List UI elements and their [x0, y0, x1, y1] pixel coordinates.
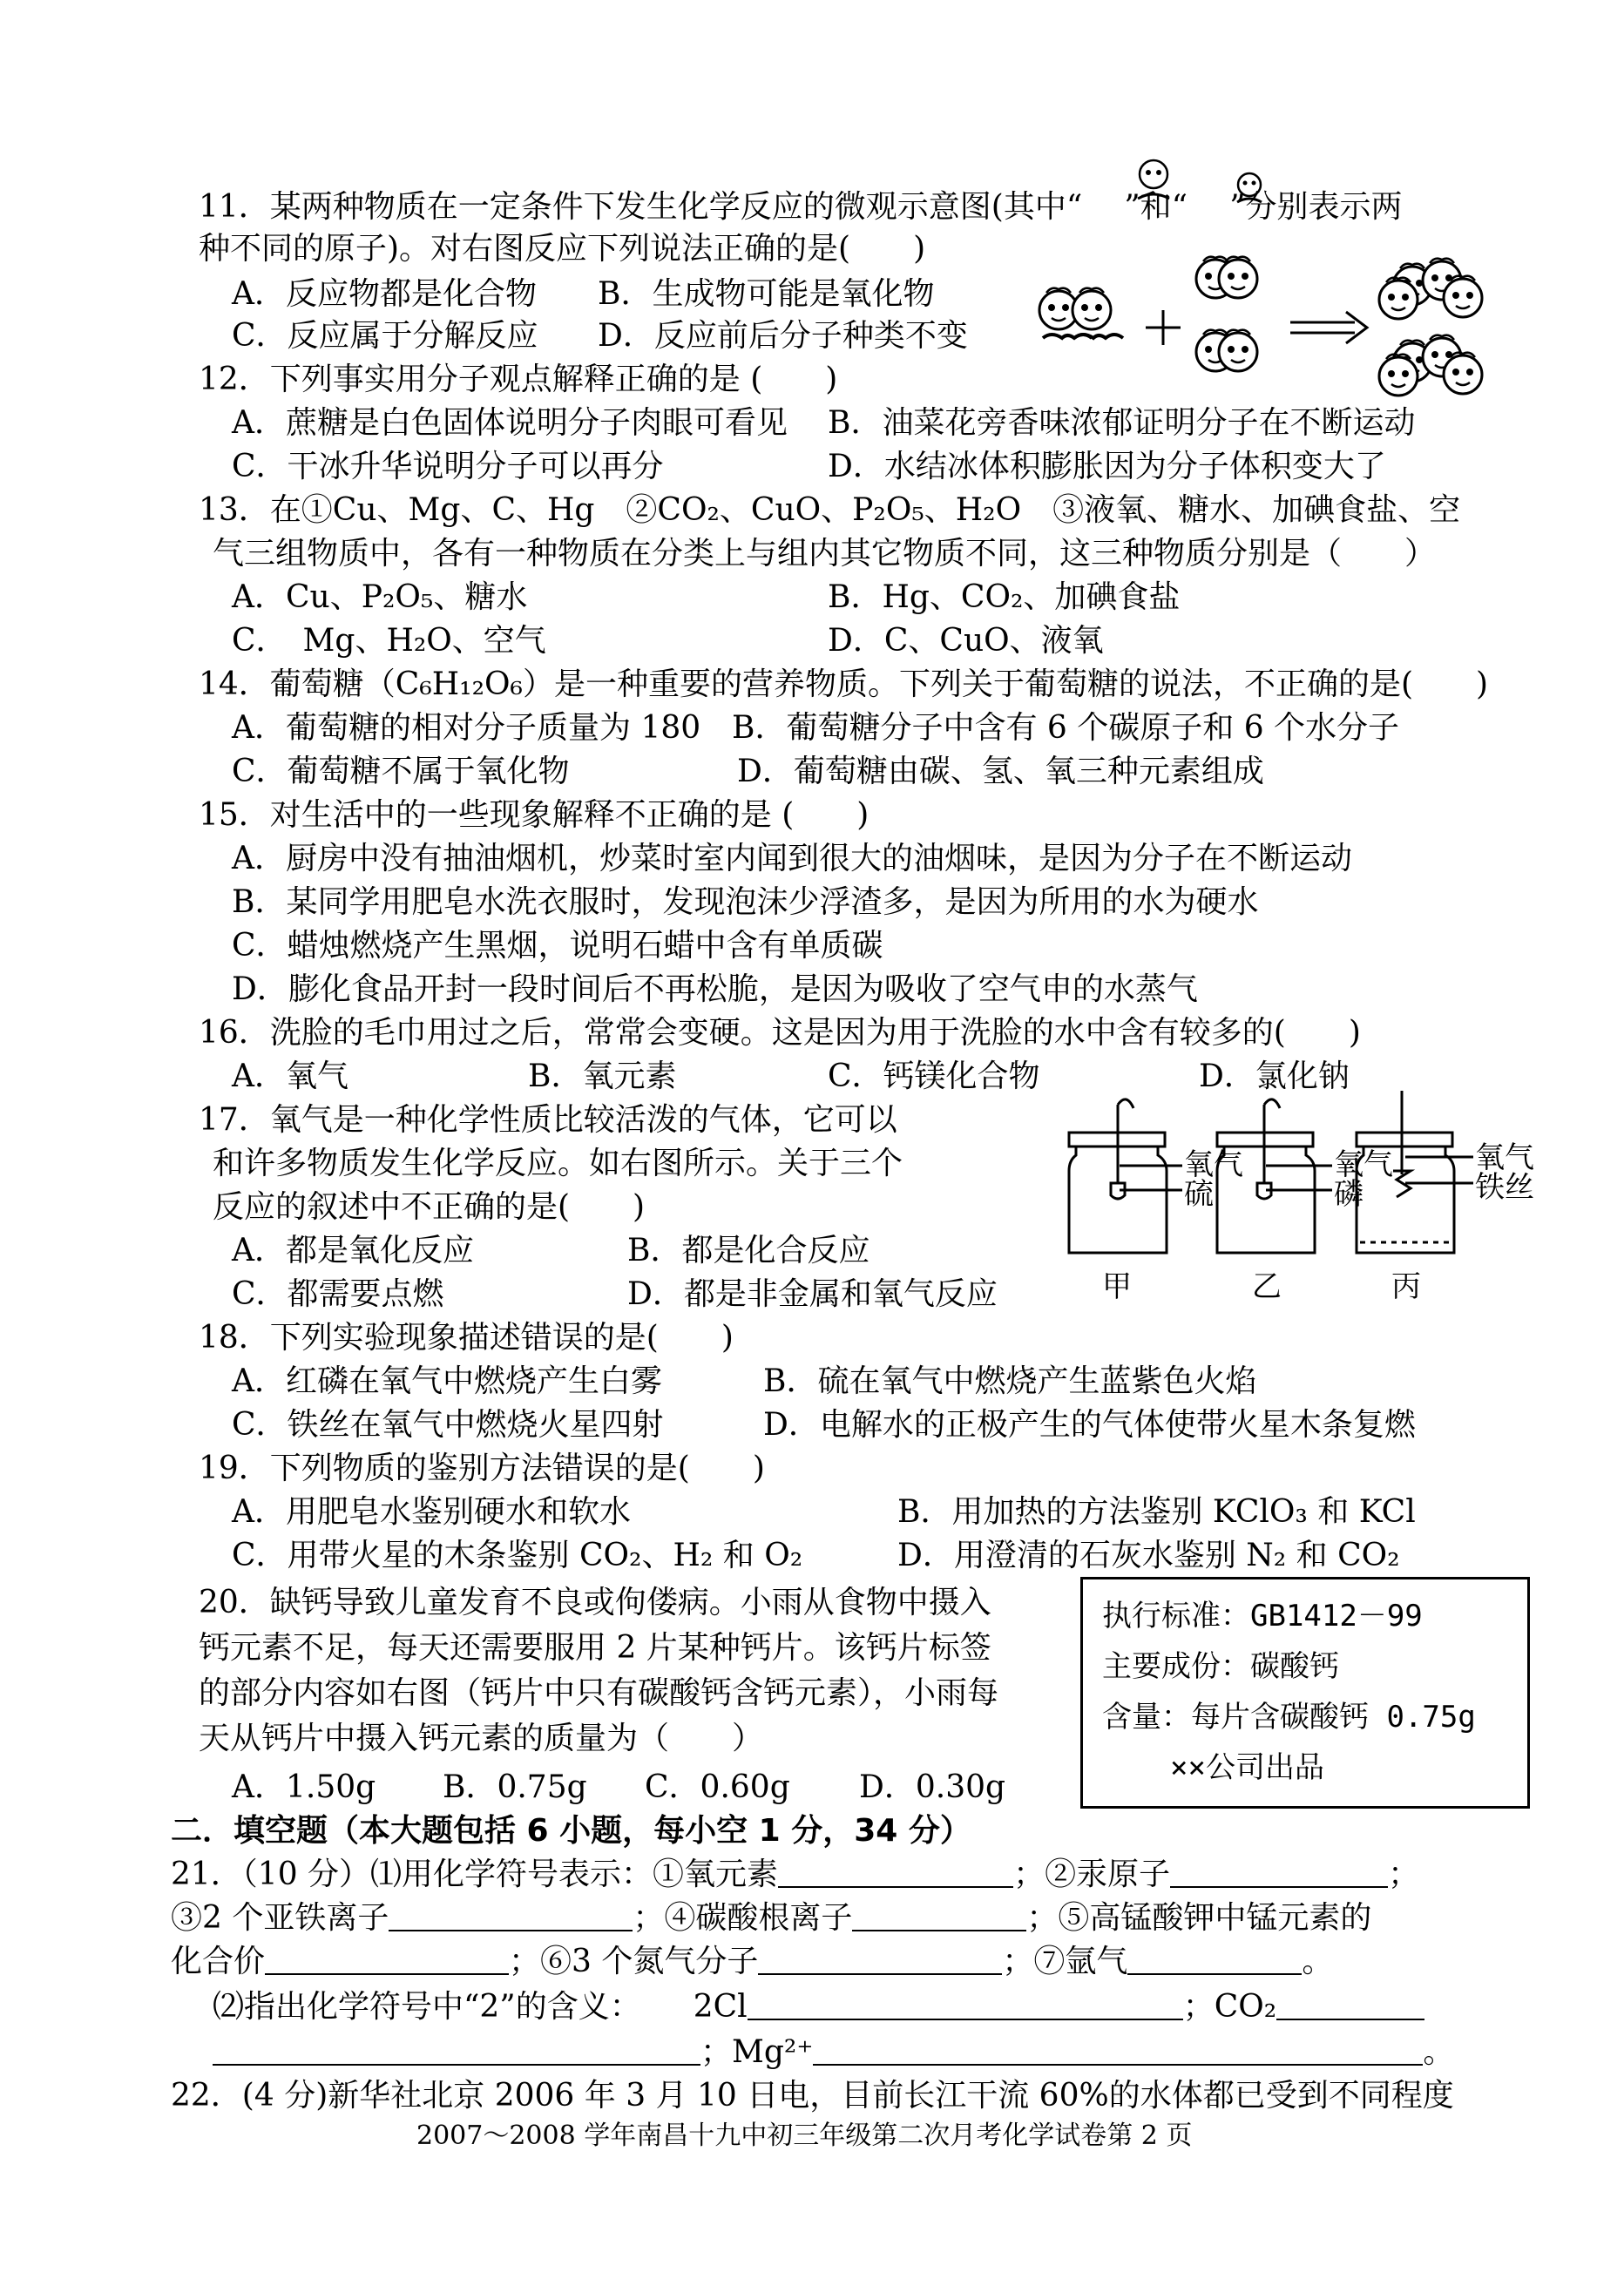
q19-option-d: D．用澄清的石灰水鉴别 N₂ 和 CO₂	[897, 1538, 1400, 1573]
q16-option-b: B．氧元素	[528, 1059, 677, 1094]
blank-mercury-atom[interactable]	[1170, 1857, 1388, 1888]
q11-reaction-diagram	[1032, 254, 1485, 404]
blank-carbonate-ion[interactable]	[852, 1900, 1026, 1931]
q21-line5: ；Mg²⁺ 。	[213, 2033, 1454, 2072]
calcium-tablet-label	[1080, 1577, 1530, 1809]
q21-line3: 化合价 ；⑥3 个氮气分子 ；⑦氩气 。	[171, 1944, 1334, 1979]
q14-option-d: D．葡萄糖由碳、氢、氧三种元素组成	[737, 754, 1264, 789]
label-content: 含量：每片含碳酸钙 0.75g	[1102, 1700, 1476, 1735]
page-footer: 2007～2008 学年南昌十九中初三年级第二次月考化学试卷第 2 页	[416, 2121, 1193, 2151]
q14-option-a: A．葡萄糖的相对分子质量为 180	[232, 710, 701, 746]
q21-line2: ③2 个亚铁离子 ；④碳酸根离子 ；⑤高锰酸钾中锰元素的	[171, 1900, 1372, 1936]
q12-option-b: B．油菜花旁香味浓郁证明分子在不断运动	[828, 405, 1416, 441]
blank-argon[interactable]	[1127, 1944, 1302, 1975]
q15-option-c: C．蜡烛燃烧产生黑烟，说明石蜡中含有单质碳	[232, 928, 883, 964]
blank-co2-meaning[interactable]	[1276, 1989, 1424, 2020]
q12-option-a: A．蔗糖是白色固体说明分子肉眼可看见	[232, 405, 788, 441]
plus-sign	[1146, 310, 1181, 345]
blank-ferrous-ions[interactable]	[389, 1900, 633, 1931]
fig-label-iron-wire: 铁丝	[1475, 1170, 1534, 1205]
q13-option-c: C． Mg、H₂O、空气	[232, 623, 546, 659]
q22-stem: 22．(4 分)新华社北京 2006 年 3 月 10 日电，目前长江干流 60%的水体都已受到不同程度	[171, 2078, 1454, 2114]
fig-label-oxygen-3: 氧气	[1475, 1140, 1534, 1175]
q17-option-c: C．都需要点燃	[232, 1276, 444, 1312]
fig-caption-jia: 甲	[1102, 1269, 1132, 1304]
q21-line1: 21．（10 分）⑴用化学符号表示：①氧元素 ；②汞原子 ；	[171, 1857, 1420, 1892]
q15-option-a: A．厨房中没有抽油烟机，炒菜时室内闻到很大的油烟味，是因为分子在不断运动	[232, 841, 1352, 876]
fig-label-oxygen-2: 氧气	[1334, 1147, 1393, 1182]
label-manufacturer: ××公司出品	[1170, 1750, 1324, 1785]
atom-face-small-icon	[1138, 160, 1169, 199]
q17-stem-line3: 反应的叙述中不正确的是( )	[213, 1189, 646, 1225]
q20-option-c: C．0.60g	[645, 1769, 790, 1805]
q21-line4: ⑵指出化学符号中“2”的含义： 2Cl ；CO₂	[213, 1988, 1424, 2026]
q20-stem-line1: 20．缺钙导致儿童发育不良或佝偻病。小雨从食物中摄入	[199, 1585, 991, 1620]
q17-option-a: A．都是氧化反应	[232, 1233, 474, 1268]
q12-option-c: C．干冰升华说明分子可以再分	[232, 449, 664, 484]
q11-option-c: C．反应属于分解反应	[232, 318, 538, 354]
q19-option-c: C．用带火星的木条鉴别 CO₂、H₂ 和 O₂	[232, 1538, 803, 1573]
q11-stem-line1: 11．某两种物质在一定条件下发生化学反应的微观示意图(其中“ ”和“ ”分别表示两	[199, 189, 1403, 225]
label-standard: 执行标准：GB1412－99	[1102, 1599, 1423, 1634]
q20-stem-line4: 天从钙片中摄入钙元素的质量为（ ）	[199, 1721, 764, 1756]
q16-option-d: D．氯化钠	[1199, 1059, 1350, 1094]
q13-stem-line1: 13．在①Cu、Mg、C、Hg ②CO₂、CuO、P₂O₅、H₂O ③液氧、糖水、加碘食盐、空	[199, 492, 1461, 528]
q16-option-c: C．钙镁化合物	[828, 1059, 1040, 1094]
q13-option-d: D．C、CuO、液氧	[828, 623, 1104, 659]
q20-option-d: D．0.30g	[859, 1769, 1006, 1805]
fig-caption-bing: 丙	[1391, 1269, 1421, 1304]
reactant-molecule-2	[1196, 257, 1257, 371]
q11-option-b: B．生成物可能是氧化物	[598, 276, 935, 312]
q15-option-b: B．某同学用肥皂水洗衣服时，发现泡沫少浮渣多，是因为所用的水为硬水	[232, 884, 1259, 920]
label-ingredient: 主要成份：碳酸钙	[1102, 1649, 1339, 1684]
q19-option-b: B．用加热的方法鉴别 KClO₃ 和 KCl	[897, 1494, 1416, 1530]
q15-stem: 15．对生活中的一些现象解释不正确的是 ( )	[199, 797, 870, 833]
q20-stem-line3: 的部分内容如右图（钙片中只有碳酸钙含钙元素），小雨每	[199, 1675, 999, 1711]
jar-jia	[1069, 1099, 1167, 1253]
q19-option-a: A．用肥皂水鉴别硬水和软水	[232, 1494, 631, 1530]
product-molecules	[1379, 259, 1482, 396]
q11-stem-line2: 种不同的原子)。对右图反应下列说法正确的是( )	[199, 231, 926, 267]
blank-co2-meaning-cont[interactable]	[213, 2034, 700, 2066]
q13-option-b: B．Hg、CO₂、加碘食盐	[828, 579, 1181, 615]
q14-option-c: C．葡萄糖不属于氧化物	[232, 754, 570, 789]
q18-option-c: C．铁丝在氧气中燃烧火星四射	[232, 1407, 664, 1443]
q20-stem-line2: 钙元素不足，每天还需要服用 2 片某种钙片。该钙片标签	[199, 1630, 991, 1666]
fig-caption-yi: 乙	[1252, 1269, 1282, 1304]
blank-manganese-valence[interactable]	[265, 1944, 509, 1975]
q17-apparatus-figure	[1050, 1087, 1564, 1309]
atom-face-large-icon	[1237, 173, 1262, 202]
q18-stem: 18．下列实验现象描述错误的是( )	[199, 1320, 734, 1356]
q13-stem-line2: 气三组物质中，各有一种物质在分类上与组内其它物质不同，这三种物质分别是（ ）	[213, 536, 1437, 572]
q17-option-b: B．都是化合反应	[627, 1233, 870, 1268]
q18-option-d: D．电解水的正极产生的气体使带火星木条复燃	[763, 1407, 1416, 1443]
fig-label-phosphorus: 磷	[1334, 1177, 1363, 1212]
q15-option-d: D．膨化食品开封一段时间后不再松脆，是因为吸收了空气申的水蒸气	[232, 971, 1198, 1007]
q14-stem: 14．葡萄糖（C₆H₁₂O₆）是一种重要的营养物质。下列关于葡萄糖的说法，不正确的是( )	[199, 666, 1489, 702]
blank-mg-ion-meaning[interactable]	[813, 2034, 1423, 2066]
blank-nitrogen-molecules[interactable]	[758, 1944, 1002, 1975]
q17-option-d: D．都是非金属和氧气反应	[627, 1276, 998, 1312]
q20-option-b: B．0.75g	[443, 1769, 587, 1805]
q17-stem-line1: 17．氧气是一种化学性质比较活泼的气体，它可以	[199, 1102, 897, 1138]
q18-option-a: A．红磷在氧气中燃烧产生白雾	[232, 1363, 662, 1399]
q16-stem: 16．洗脸的毛巾用过之后，常常会变硬。这是因为用于洗脸的水中含有较多的( )	[199, 1015, 1361, 1051]
q11-option-a: A．反应物都是化合物	[232, 276, 537, 312]
blank-2cl-meaning[interactable]	[748, 1989, 1183, 2020]
q19-stem: 19．下列物质的鉴别方法错误的是( )	[199, 1451, 765, 1486]
reaction-arrow	[1290, 312, 1367, 343]
q13-option-a: A．Cu、P₂O₅、糖水	[232, 579, 528, 615]
q12-stem: 12．下列事实用分子观点解释正确的是 ( )	[199, 362, 838, 397]
blank-oxygen-element[interactable]	[778, 1857, 1013, 1888]
q14-option-b: B．葡萄糖分子中含有 6 个碳原子和 6 个水分子	[732, 710, 1400, 746]
reactant-molecule-1	[1039, 288, 1123, 338]
q12-option-d: D．水结冰体积膨胀因为分子体积变大了	[828, 449, 1386, 484]
fig-label-oxygen-1: 氧气	[1184, 1147, 1243, 1182]
q20-option-a: A．1.50g	[232, 1769, 376, 1805]
q11-option-d: D．反应前后分子种类不变	[598, 318, 968, 354]
q16-option-a: A．氧气	[232, 1059, 348, 1094]
section2-heading: 二．填空题（本大题包括 6 小题，每小空 1 分，34 分）	[171, 1813, 971, 1849]
q17-stem-line2: 和许多物质发生化学反应。如右图所示。关于三个	[213, 1146, 903, 1181]
q18-option-b: B．硫在氧气中燃烧产生蓝紫色火焰	[763, 1363, 1257, 1399]
fig-label-sulfur: 硫	[1184, 1177, 1214, 1212]
